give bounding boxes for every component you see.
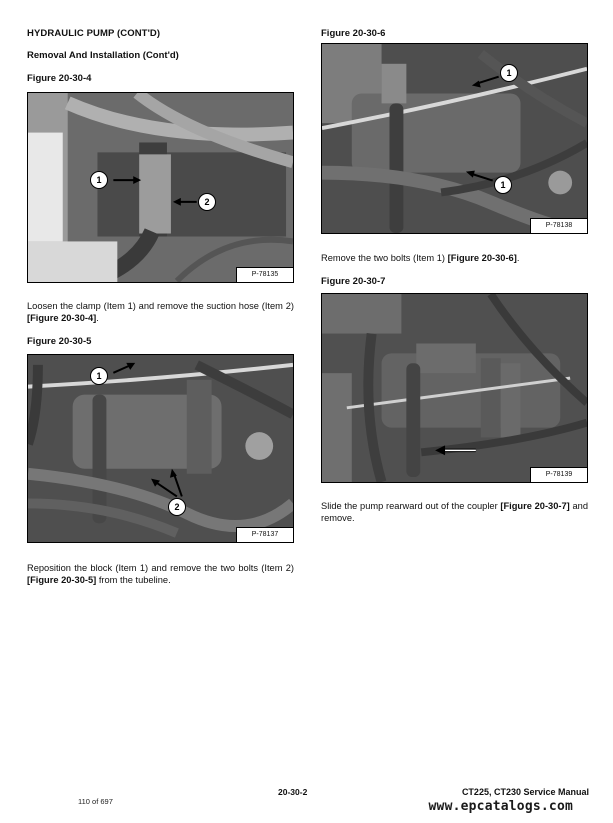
- page-section-number: 20-30-2: [278, 787, 308, 797]
- photo-id-label: P-78139: [530, 467, 587, 482]
- manual-title: CT225, CT230 Service Manual: [461, 787, 589, 797]
- figure-title-20-30-6: Figure 20-30-6: [321, 28, 386, 39]
- page-count: 110 of 697: [78, 797, 113, 806]
- photo-id-label: P-78137: [236, 527, 293, 542]
- callout-2: 2: [198, 193, 216, 211]
- figure-title-20-30-7: Figure 20-30-7: [321, 276, 386, 287]
- section-title: HYDRAULIC PUMP (CONT'D): [27, 28, 161, 39]
- figure-photo-20-30-4: [27, 92, 294, 283]
- callout-1: 1: [90, 171, 108, 189]
- callout-1: 1: [500, 64, 518, 82]
- figure-reference: [Figure 20-30-5]: [27, 575, 97, 586]
- figure-title-20-30-4: Figure 20-30-4: [27, 73, 92, 84]
- callout-1-lower: 1: [494, 176, 512, 194]
- figure-photo-20-30-7: [321, 293, 588, 483]
- figure-photo-20-30-5: [27, 354, 294, 543]
- callout-1: 1: [90, 367, 108, 385]
- figure-reference: [Figure 20-30-4]: [27, 313, 97, 324]
- subsection-title: Removal And Installation (Cont'd): [27, 50, 179, 61]
- engine-photo: [322, 44, 587, 233]
- figure-reference: [Figure 20-30-6]: [447, 253, 517, 263]
- engine-photo: [28, 355, 293, 542]
- photo-id-label: P-78135: [236, 267, 293, 282]
- figure-photo-20-30-6: [321, 43, 588, 234]
- instruction-text-20-30-4: Loosen the clamp (Item 1) and remove the suction hose (Item 2) [Figure 20-30-4].: [27, 301, 294, 324]
- figure-reference: [Figure 20-30-7]: [500, 501, 570, 511]
- instruction-text-20-30-6: Remove the two bolts (Item 1) [Figure 20-30-6].: [321, 253, 520, 263]
- engine-photo: [28, 93, 293, 282]
- instruction-text-20-30-7: Slide the pump rearward out of the coupler [Figure 20-30-7] and remove.: [321, 501, 588, 524]
- photo-id-label: P-78138: [530, 218, 587, 233]
- figure-title-20-30-5: Figure 20-30-5: [27, 336, 92, 347]
- callout-2: 2: [168, 498, 186, 516]
- instruction-text-20-30-5: Reposition the block (Item 1) and remove the two bolts (Item 2) [Figure 20-30-5] from the tubeline.: [27, 563, 294, 586]
- watermark-url: www.epcatalogs.com: [428, 799, 573, 814]
- engine-photo: [322, 294, 587, 482]
